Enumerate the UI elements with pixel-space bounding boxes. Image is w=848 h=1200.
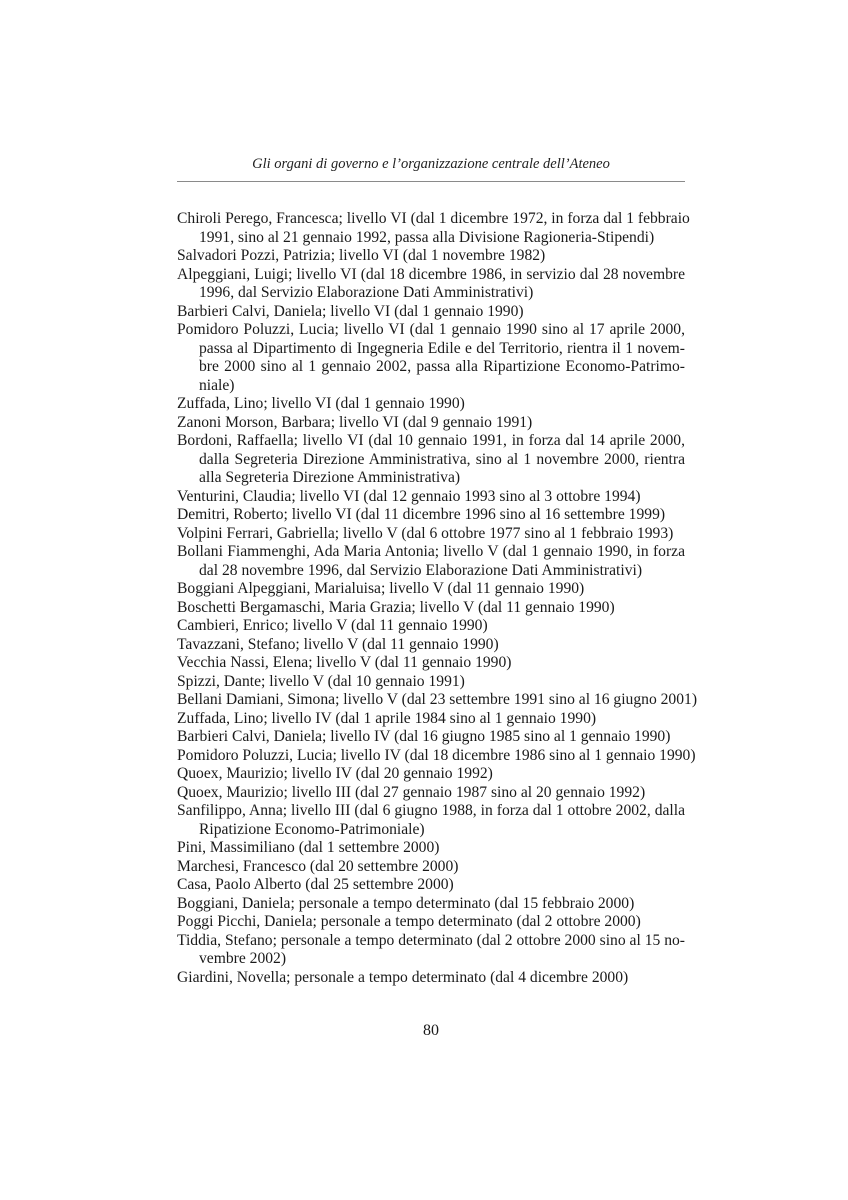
list-item: [177, 673, 685, 692]
list-item: [177, 932, 685, 969]
list-item-line: Zuffada, Lino; livello VI (dal 1 gennaio 1990): [177, 395, 465, 412]
list-item: [177, 247, 685, 266]
list-item: [177, 303, 685, 322]
list-item-line: Cambieri, Enrico; livello V (dal 11 gennaio 1990): [177, 617, 488, 634]
list-item: [177, 488, 685, 507]
list-item: [177, 525, 685, 544]
list-item: [177, 746, 696, 766]
list-item: [177, 543, 685, 580]
list-item-line: Ripatizione Economo-Patrimoniale): [199, 820, 425, 838]
list-item: [177, 876, 685, 895]
list-item-line: Venturini, Claudia; livello VI (dal 12 gennaio 1993 sino al 3 ottobre 1994): [177, 487, 641, 505]
list-item-line: vembre 2002): [199, 950, 287, 967]
list-item-line: Bordoni, Raffaella; livello VI (dal 10 gennaio 1991, in forza dal 14 aprile 2000,: [177, 432, 685, 449]
page-number: 80: [423, 1022, 439, 1039]
list-item-line: passa al Dipartimento di Ingegneria Edile e del Territorio, rientra il 1 novem-: [199, 339, 685, 357]
list-item: [177, 728, 685, 747]
list-item-line: Boschetti Bergamaschi, Maria Grazia; livello V (dal 11 gennaio 1990): [177, 598, 615, 616]
list-item: [177, 654, 685, 673]
list-item: [177, 969, 685, 988]
list-item-line: Giardini, Novella; personale a tempo determinato (dal 4 dicembre 2000): [177, 968, 629, 986]
list-item-line: Tavazzani, Stefano; livello V (dal 11 gennaio 1990): [177, 635, 499, 653]
list-item-line: dal 28 novembre 1996, dal Servizio Elaborazione Dati Amministrativi): [199, 561, 643, 579]
list-item: [177, 784, 685, 803]
list-item-line: dalla Segreteria Direzione Amministrativa, sino al 1 novembre 2000, rientra: [199, 450, 685, 468]
list-item: [177, 913, 685, 932]
list-item-line: Spizzi, Dante; livello V (dal 10 gennaio 1991): [177, 672, 465, 690]
list-item: [177, 414, 685, 433]
list-item-line: Alpeggiani, Luigi; livello VI (dal 18 dicembre 1986, in servizio dal 28 novembre: [177, 265, 685, 283]
list-item-line: Vecchia Nassi, Elena; livello V (dal 11 gennaio 1990): [177, 654, 512, 671]
list-item: [177, 691, 698, 710]
list-item-line: Pomidoro Poluzzi, Lucia; livello VI (dal 1 gennaio 1990 sino al 17 aprile 2000,: [177, 321, 685, 338]
list-item: [177, 765, 685, 784]
list-item-line: Barbieri Calvi, Daniela; livello IV (dal 16 giugno 1985 sino al 1 gennaio 1990): [177, 728, 671, 745]
list-item: [177, 210, 690, 247]
header-divider: [177, 181, 685, 182]
list-item-line: Boggiani, Daniela; personale a tempo determinato (dal 15 febbraio 2000): [177, 894, 635, 912]
list-item-line: Demitri, Roberto; livello VI (dal 11 dicembre 1996 sino al 16 settembre 1999): [177, 506, 666, 523]
list-item-line: Quoex, Maurizio; livello IV (dal 20 gennaio 1992): [177, 765, 493, 782]
staff-list: [177, 210, 698, 987]
list-item-line: Tiddia, Stefano; personale a tempo determinato (dal 2 ottobre 2000 sino al 15 no-: [177, 931, 685, 949]
list-item-line: Bollani Fiammenghi, Ada Maria Antonia; livello V (dal 1 gennaio 1990, in forza: [177, 543, 685, 560]
list-item: [177, 432, 685, 488]
list-item-line: niale): [199, 376, 235, 394]
list-item: [177, 321, 685, 395]
list-item: [177, 266, 685, 303]
list-item: [177, 895, 685, 914]
list-item-line: Chiroli Perego, Francesca; livello VI (dal 1 dicembre 1972, in forza dal 1 febbraio: [177, 210, 690, 227]
list-item-line: Poggi Picchi, Daniela; personale a tempo determinato (dal 2 ottobre 2000): [177, 913, 641, 930]
list-item-line: Quoex, Maurizio; livello III (dal 27 gennaio 1987 sino al 20 gennaio 1992): [177, 783, 646, 801]
list-item-line: Volpini Ferrari, Gabriella; livello V (dal 6 ottobre 1977 sino al 1 febbraio 1993): [177, 524, 674, 542]
list-item-line: Sanfilippo, Anna; livello III (dal 6 giugno 1988, in forza dal 1 ottobre 2002, dalla: [177, 802, 685, 819]
list-item: [177, 395, 685, 414]
list-item-line: Barbieri Calvi, Daniela; livello VI (dal 1 gennaio 1990): [177, 302, 524, 320]
list-item-line: Pomidoro Poluzzi, Lucia; livello IV (dal 18 dicembre 1986 sino al 1 gennaio 1990): [177, 746, 696, 764]
list-item-line: alla Segreteria Direzione Amministrativa): [199, 469, 461, 486]
list-item-line: Salvadori Pozzi, Patrizia; livello VI (dal 1 novembre 1982): [177, 247, 546, 264]
list-item: [177, 506, 685, 525]
running-head-title: Gli organi di governo e l’organizzazione centrale dell’Ateneo: [252, 156, 610, 172]
list-item: [177, 839, 685, 858]
list-item-line: Bellani Damiani, Simona; livello V (dal 23 settembre 1991 sino al 16 giugno 2001): [177, 691, 698, 708]
list-item: [177, 710, 685, 729]
list-item-line: Casa, Paolo Alberto (dal 25 settembre 2000): [177, 876, 454, 893]
list-item: [177, 858, 685, 877]
list-item-line: 1996, dal Servizio Elaborazione Dati Amministrativi): [199, 284, 534, 301]
list-item-line: Boggiani Alpeggiani, Marialuisa; livello V (dal 11 gennaio 1990): [177, 580, 585, 597]
list-item: [177, 580, 685, 599]
list-item-line: 1991, sino al 21 gennaio 1992, passa alla Divisione Ragioneria-Stipendi): [199, 228, 655, 246]
list-item: [177, 802, 685, 839]
list-item-line: Marchesi, Francesco (dal 20 settembre 2000): [177, 857, 459, 875]
list-item: [177, 636, 685, 655]
list-item: [177, 617, 685, 636]
list-item-line: bre 2000 sino al 1 gennaio 2002, passa alla Ripartizione Economo-Patrimo-: [199, 358, 685, 375]
list-item-line: Zuffada, Lino; livello IV (dal 1 aprile 1984 sino al 1 gennaio 1990): [177, 709, 597, 727]
list-item: [177, 599, 685, 618]
list-item-line: Pini, Massimiliano (dal 1 settembre 2000): [177, 839, 440, 856]
list-item-line: Zanoni Morson, Barbara; livello VI (dal 9 gennaio 1991): [177, 413, 533, 431]
